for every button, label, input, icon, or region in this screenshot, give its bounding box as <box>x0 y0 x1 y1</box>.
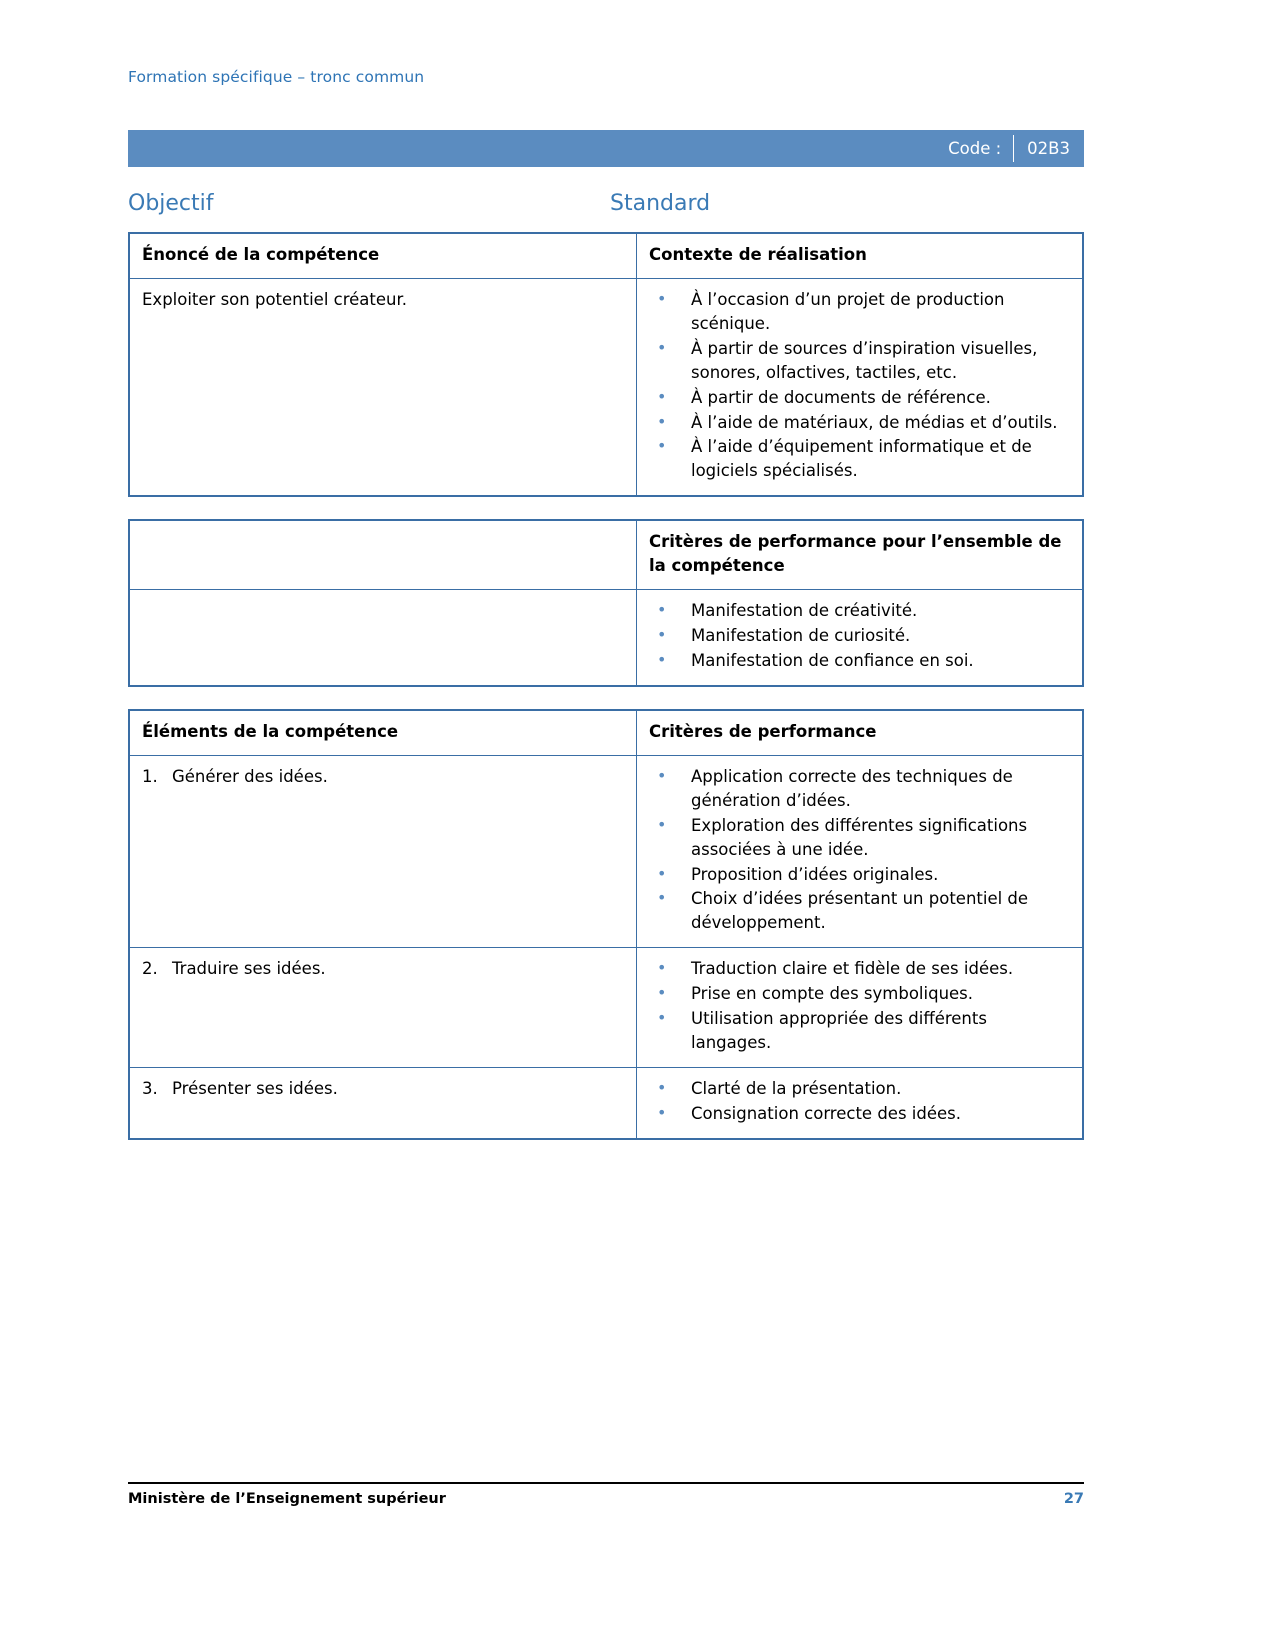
header-criteres-ensemble: Critères de performance pour l’ensemble de la compétence <box>637 520 1084 589</box>
code-bar <box>128 130 1084 167</box>
header-enonce-competence: Énoncé de la compétence <box>129 233 637 278</box>
header-contexte-realisation: Contexte de réalisation <box>637 233 1084 278</box>
criteria-2-list <box>649 957 1070 1055</box>
column-headings <box>128 191 1084 216</box>
list-item: • À l’aide de matériaux, de médias et d’outils. <box>649 411 1070 435</box>
table-row <box>129 233 1083 278</box>
criteria-1-list <box>649 765 1070 935</box>
code-label: Code : <box>948 139 1002 158</box>
list-item: • À partir de documents de référence. <box>649 386 1070 410</box>
table-row <box>129 590 1083 686</box>
footer-ministry: Ministère de l’Enseignement supérieur <box>128 1491 446 1507</box>
list-item <box>142 1077 624 1101</box>
list-item: • Traduction claire et fidèle de ses idées. <box>649 957 1070 981</box>
criteres-ensemble-bullet-list <box>649 599 1070 673</box>
list-item: • Choix d’idées présentant un potentiel de développement. <box>649 887 1070 935</box>
element-label: Générer des idées. <box>172 766 328 786</box>
list-item: • Proposition d’idées originales. <box>649 863 1070 887</box>
document-content <box>128 130 1084 1162</box>
element-number: 2. <box>142 959 158 979</box>
element-2-wrapper <box>142 957 624 981</box>
cell-empty-left-2 <box>129 590 637 686</box>
list-item: • Manifestation de créativité. <box>649 599 1070 623</box>
table-row <box>129 278 1083 496</box>
footer-row <box>128 1484 1084 1507</box>
list-item <box>142 957 624 981</box>
header-criteres-performance: Critères de performance <box>637 710 1084 755</box>
cell-empty-left <box>129 520 637 589</box>
list-item: • À l’occasion d’un projet de production scénique. <box>649 288 1070 336</box>
element-1-wrapper <box>142 765 624 789</box>
table-row <box>129 1067 1083 1138</box>
table-criteres-ensemble <box>128 519 1084 687</box>
table-row <box>129 710 1083 755</box>
list-item: • Manifestation de confiance en soi. <box>649 649 1070 673</box>
cell-enonce-text: Exploiter son potentiel créateur. <box>129 278 637 496</box>
cell-element-2 <box>129 948 637 1068</box>
element-number: 1. <box>142 766 158 786</box>
list-item: • Prise en compte des symboliques. <box>649 982 1070 1006</box>
header-elements-competence: Éléments de la compétence <box>129 710 637 755</box>
table-elements-competence <box>128 709 1084 1140</box>
element-label: Traduire ses idées. <box>172 959 326 979</box>
list-item: • Exploration des différentes significations associées à une idée. <box>649 814 1070 862</box>
cell-element-3 <box>129 1067 637 1138</box>
element-number: 3. <box>142 1078 158 1098</box>
cell-element-1 <box>129 755 637 947</box>
list-item <box>142 765 624 789</box>
contexte-bullet-list <box>649 288 1070 483</box>
table-row <box>129 520 1083 589</box>
footer-page-number: 27 <box>1063 1491 1084 1507</box>
cell-contexte-bullets <box>637 278 1084 496</box>
list-item: • Application correcte des techniques de génération d’idées. <box>649 765 1070 813</box>
cell-criteria-1 <box>637 755 1084 947</box>
table-row <box>129 755 1083 947</box>
table-row <box>129 948 1083 1068</box>
page-header-section-title: Formation spécifique – tronc commun <box>128 68 425 86</box>
list-item: • À partir de sources d’inspiration visuelles, sonores, olfactives, tactiles, etc. <box>649 337 1070 385</box>
list-item: • Clarté de la présentation. <box>649 1077 1070 1101</box>
cell-criteria-3 <box>637 1067 1084 1138</box>
list-item: • Consignation correcte des idées. <box>649 1102 1070 1126</box>
element-3-wrapper <box>142 1077 624 1101</box>
list-item: • Manifestation de curiosité. <box>649 624 1070 648</box>
cell-criteres-ensemble-bullets <box>637 590 1084 686</box>
list-item: • À l’aide d’équipement informatique et de logiciels spécialisés. <box>649 435 1070 483</box>
element-label: Présenter ses idées. <box>172 1078 338 1098</box>
criteria-3-list <box>649 1077 1070 1126</box>
code-value: 02B3 <box>1027 139 1070 158</box>
heading-standard: Standard <box>610 191 711 216</box>
list-item: • Utilisation appropriée des différents langages. <box>649 1007 1070 1055</box>
page-footer <box>128 1482 1084 1507</box>
heading-objectif: Objectif <box>128 191 214 216</box>
table-competence <box>128 232 1084 497</box>
cell-criteria-2 <box>637 948 1084 1068</box>
